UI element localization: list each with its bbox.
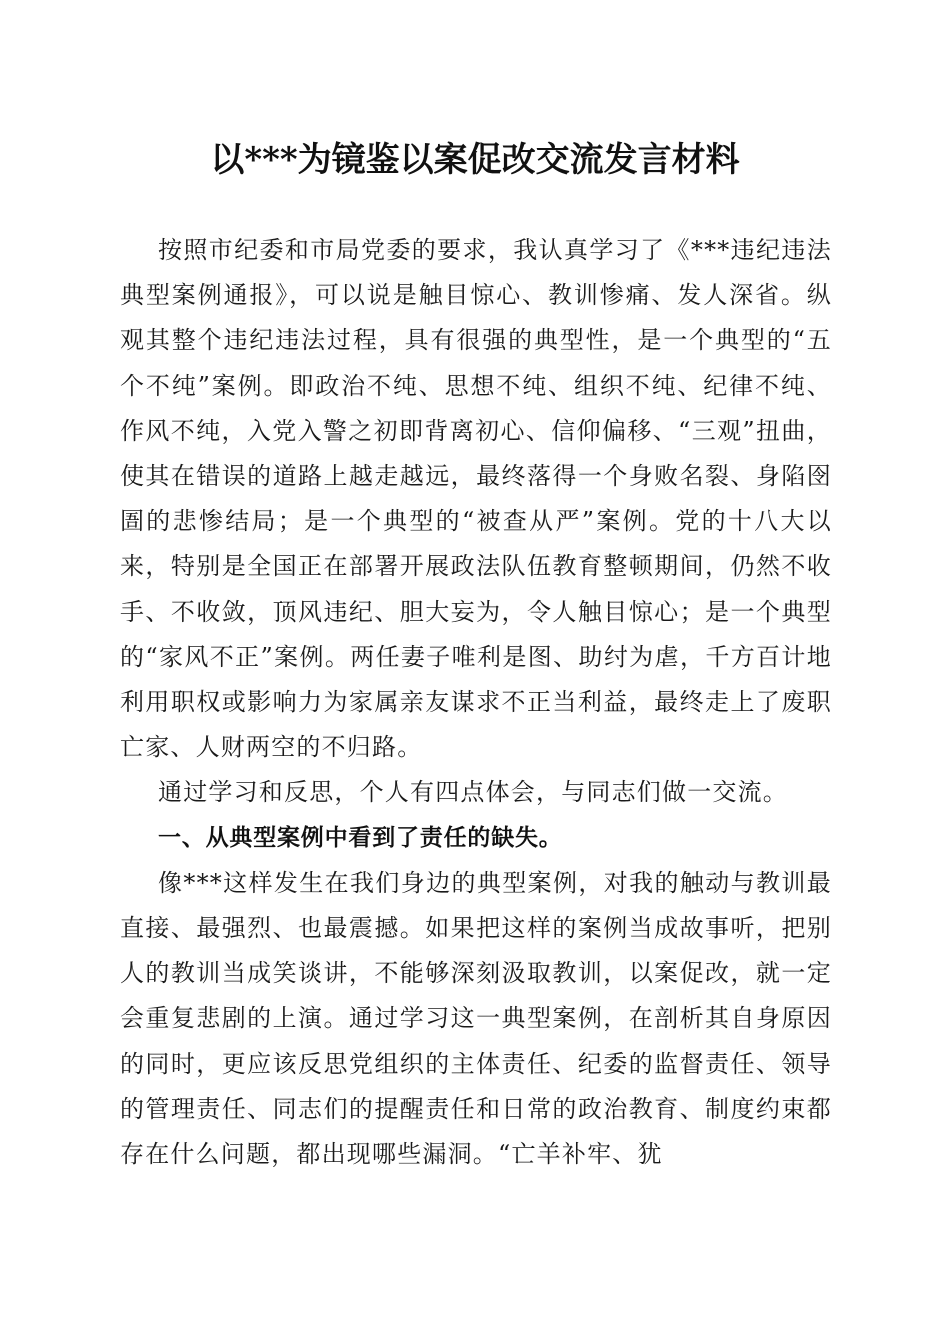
document-title: 以***为镜鉴以案促改交流发言材料 <box>210 140 740 180</box>
section-heading-1: 一、从典型案例中看到了责任的缺失。 <box>158 824 563 851</box>
document-body <box>120 228 832 1177</box>
paragraph-intro: 按照市纪委和市局党委的要求，我认真学习了《***违纪违法典型案例通报》，可以说是触目惊心、教训惨痛、发人深省。纵观其整个违纪违法过程，具有很强的典型性，是一个典型的“五个不纯”案例。即政治不纯、思想不纯、组织不纯、纪律不纯、作风不纯，入党入警之初即背离初心、信仰偏移、“三观”扭曲，使其在错误的道路上越走越远，最终落得一个身败名裂、身陷囹圄的悲惨结局；是一个典型的“被查从严”案例。党的十八大以来，特别是全国正在部署开展政法队伍教育整顿期间，仍然不收手、不收敛，顶风违纪、胆大妄为，令人触目惊心；是一个典型的“家风不正”案例。两任妻子唯利是图、助纣为虐，千方百计地利用职权或影响力为家属亲友谋求不正当利益，最终走上了废职亡家、人财两空的不归路。 <box>120 236 832 762</box>
paragraph-section-1: 像***这样发生在我们身边的典型案例，对我的触动与教训最直接、最强烈、也最震撼。如果把这样的案例当成故事听，把别人的教训当成笑谈讲，不能够深刻汲取教训，以案促改，就一定会重复悲剧的上演。通过学习这一典型案例，在剖析其自身原因的同时，更应该反思党组织的主体责任、纪委的监督责任、领导的管理责任、同志们的提醒责任和日常的政治教育、制度约束都存在什么问题，都出现哪些漏洞。“亡羊补牢、犹 <box>120 868 832 1169</box>
paragraph-transition: 通过学习和反思，个人有四点体会，与同志们做一交流。 <box>158 778 788 807</box>
